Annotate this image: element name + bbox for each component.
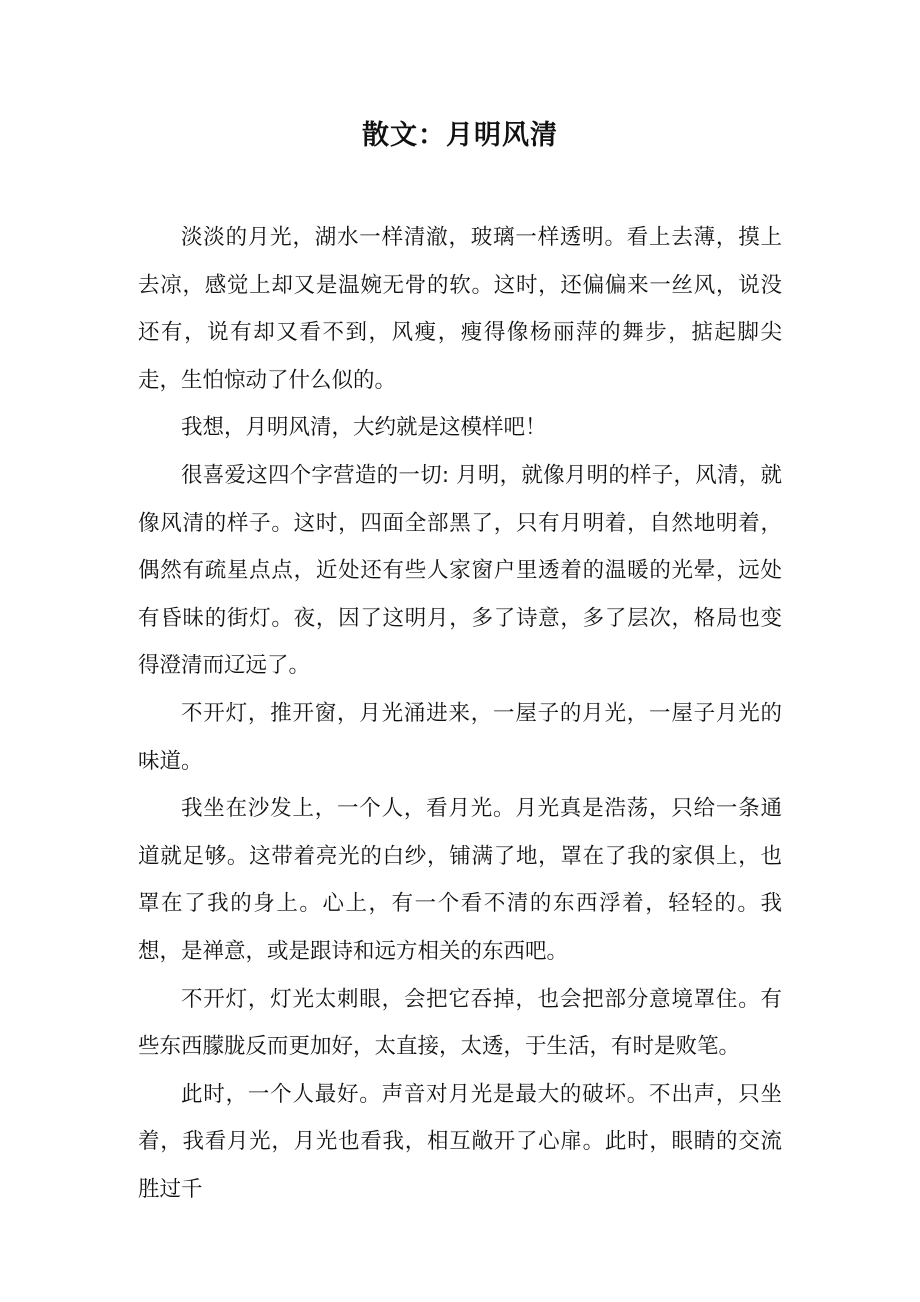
paragraph-1: 淡淡的月光，湖水一样清澈，玻璃一样透明。看上去薄，摸上去凉，感觉上却又是温婉无骨的软。这时，还偏偏来一丝风，说没还有，说有却又看不到，风瘦，瘦得像杨丽萍的舞步，掂起脚尖走，生怕惊动了什么似的。 <box>138 225 782 393</box>
essay-body <box>138 214 782 1213</box>
paragraph-4: 不开灯，推开窗，月光涌进来，一屋子的月光，一屋子月光的味道。 <box>138 700 782 774</box>
page-title: 散文：月明风清 <box>362 120 558 151</box>
paragraph-2: 我想，月明风清，大约就是这模样吧！ <box>181 415 547 441</box>
paragraph-5: 我坐在沙发上，一个人，看月光。月光真是浩荡，只给一条通道就足够。这带着亮光的白纱，铺满了地，罩在了我的家俱上，也罩在了我的身上。心上，有一个看不清的东西浮着，轻轻的。我想，是禅意，或是跟诗和远方相关的东西吧。 <box>138 796 782 964</box>
paragraph-3: 很喜爱这四个字营造的一切: 月明，就像月明的样子，风清，就像风清的样子。这时，四面全部黑了，只有月明着，自然地明着，偶然有疏星点点，近处还有些人家窗户里透着的温暖的光晕，远处有昏昧的街灯。夜，因了这明月，多了诗意，多了层次，格局也变得澄清而辽远了。 <box>138 462 782 679</box>
paragraph-6: 不开灯，灯光太刺眼，会把它吞掉，也会把部分意境罩住。有些东西朦胧反而更加好，太直接，太透，于生活，有时是败笔。 <box>138 986 782 1060</box>
paragraph-7: 此时，一个人最好。声音对月光是最大的破坏。不出声，只坐着，我看月光，月光也看我，相互敞开了心扉。此时，眼睛的交流胜过千 <box>138 1081 782 1202</box>
